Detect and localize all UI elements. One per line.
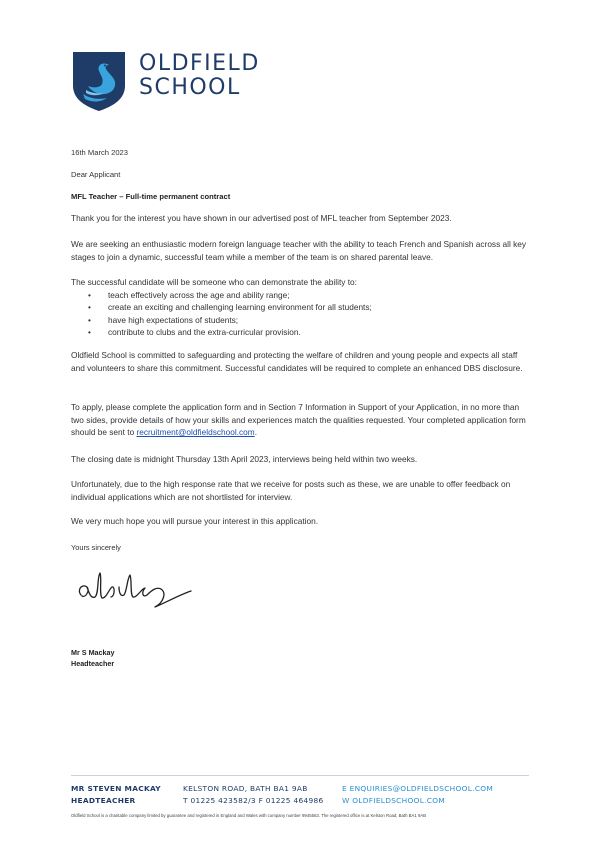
paragraph-2: We are seeking an enthusiastic modern foreign language teacher with the ability to teach French and Spanish across all key stages to join a dynamic, successful team while a member of the team is on shared parental leave. — [71, 239, 527, 262]
signatory-name: Mr S Mackay — [71, 648, 115, 657]
signatory — [71, 647, 115, 669]
letter-date: 16th March 2023 — [71, 148, 128, 157]
paragraph-apply — [71, 401, 533, 439]
paragraph-5: To apply, please complete the application form and in Section 7 Information in Support of your Application, in no more than two sides, provide details of how your skills and experiences match the qualities requested. Your completed application form should be sent to recruitment@oldfieldschool.com. — [71, 402, 526, 438]
letter-subject: MFL Teacher – Full-time permanent contract — [71, 192, 231, 201]
footer-address-line: KELSTON ROAD, BATH BA1 9AB — [183, 784, 308, 793]
school-name-line2: SCHOOL — [139, 75, 241, 100]
closing: Yours sincerely — [71, 543, 121, 552]
footer-phones: T 01225 423582/3 F 01225 464986 — [183, 796, 324, 805]
list-item: • have high expectations of students; — [71, 314, 533, 327]
list-item: • create an exciting and challenging learning environment for all students; — [71, 301, 533, 314]
footer-head-name: MR STEVEN MACKAY — [71, 784, 161, 793]
paragraph-seeking — [71, 238, 533, 263]
salutation: Dear Applicant — [71, 170, 121, 179]
footer-divider — [71, 775, 529, 776]
duties-list — [71, 289, 533, 339]
paragraph-safeguarding — [71, 349, 533, 374]
footer-contact — [342, 783, 493, 807]
footer-web[interactable]: W OLDFIELDSCHOOL.COM — [342, 796, 446, 805]
paragraph-3-intro: The successful candidate will be someone who can demonstrate the ability to: — [71, 277, 357, 287]
recruitment-email-link[interactable]: recruitment@oldfieldschool.com — [136, 427, 255, 438]
paragraph-4: Oldfield School is committed to safeguarding and protecting the welfare of children and young people and expects all staff and volunteers to share this commitment. Successful candidates will be required to complete an enhanced DBS disclosure. — [71, 350, 523, 373]
school-name — [139, 52, 260, 100]
paragraph-8: We very much hope you will pursue your interest in this application. — [71, 516, 319, 526]
paragraph-feedback — [71, 478, 533, 503]
school-name-line1: OLDFIELD — [139, 51, 260, 76]
paragraph-1: Thank you for the interest you have shown in our advertised post of MFL teacher from September 2023. — [71, 213, 452, 223]
paragraph-7: Unfortunately, due to the high response rate that we receive for posts such as these, we are unable to offer feedback on individual applications which are not shortlisted for interview. — [71, 479, 511, 502]
footer-headteacher — [71, 783, 161, 807]
list-item: • teach effectively across the age and ability range; — [71, 289, 533, 302]
paragraph-interest — [71, 212, 533, 225]
school-logo — [71, 50, 271, 114]
paragraph-hope — [71, 515, 533, 528]
list-item: • contribute to clubs and the extra-curricular provision. — [71, 326, 533, 339]
footer-head-title: HEADTEACHER — [71, 796, 136, 805]
swan-shield-icon — [71, 50, 127, 112]
paragraph-candidate — [71, 276, 533, 339]
signature — [75, 565, 205, 613]
signatory-title: Headteacher — [71, 659, 115, 668]
paragraph-6: The closing date is midnight Thursday 13th April 2023, interviews being held within two weeks. — [71, 454, 418, 464]
footer-address — [183, 783, 323, 807]
footer-email[interactable]: E ENQUIRIES@OLDFIELDSCHOOL.COM — [342, 784, 494, 793]
footer-legal: Oldfield School is a charitable company limited by guarantee and registered in England and Wales with company number 9945563. The registered office is at Kelston Road, Bath BA1 9AB — [71, 813, 427, 818]
paragraph-closing-date — [71, 453, 533, 466]
paragraph-5-text: To apply, please complete the application form and in Section 7 Information in Support of your Application, in no more than two sides, provide details of how your skills and experiences match the qualities requested. Your completed application form should be sent to — [71, 402, 526, 438]
